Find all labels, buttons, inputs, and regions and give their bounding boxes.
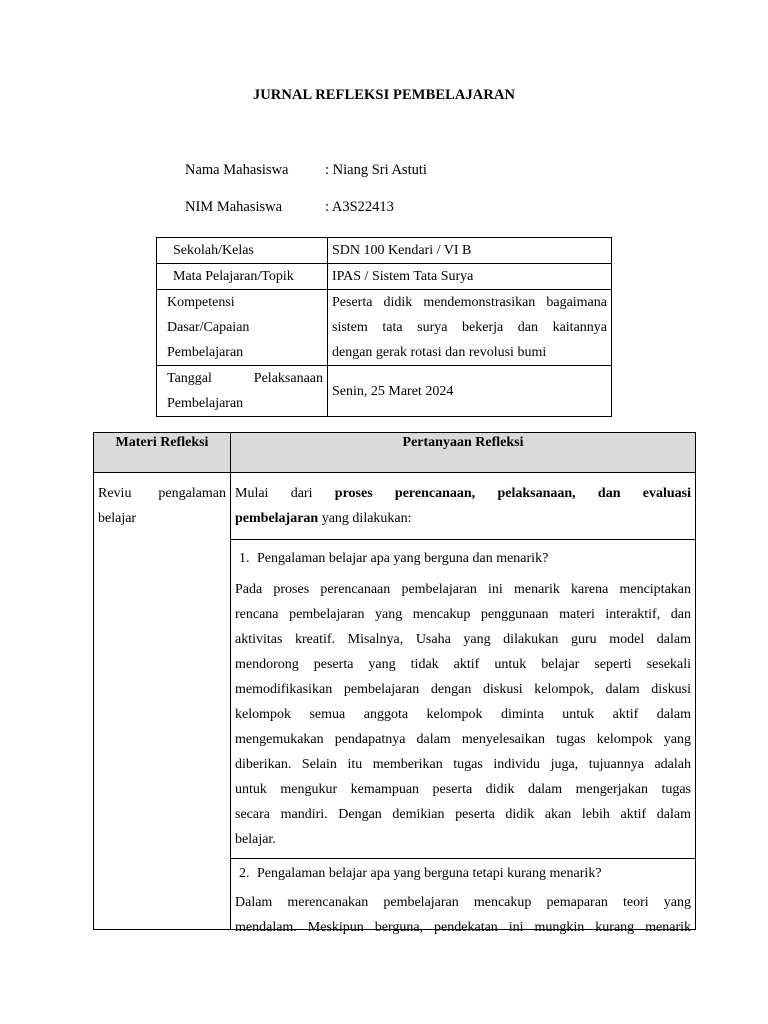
competency-value-line: dengan gerak rotasi dan revolusi bumi: [332, 345, 547, 360]
school-value: SDN 100 Kendari / VI B: [328, 238, 612, 264]
info-row-competency: [157, 290, 612, 366]
a1-line: belajar.: [235, 832, 276, 847]
competency-label-line: Kompetensi: [167, 295, 235, 310]
a2-line: mendalam. Meskipun berguna, pendekatan ini mungkin kurang menarik: [235, 920, 691, 935]
q1-heading: [235, 546, 691, 571]
competency-value-line: sistem tata surya bekerja dan kaitannya: [332, 320, 607, 335]
date-label-line: Tanggal Pelaksanaan: [167, 371, 323, 386]
pertanyaan-refleksi-header: Pertanyaan Refleksi: [231, 433, 696, 473]
q1-number: 1.: [239, 551, 250, 566]
q2-cell: [231, 859, 696, 935]
school-label: Sekolah/Kelas: [157, 238, 328, 264]
reflection-header-row: [94, 433, 696, 473]
a1-line: secara mandiri. Dengan demikian peserta didik akan lebih aktif dalam: [235, 807, 691, 822]
intro-bold2: pembelajaran: [235, 511, 319, 526]
intro-line: [235, 506, 691, 531]
date-label: [157, 366, 328, 417]
materi-refleksi-header: Materi Refleksi: [94, 433, 231, 473]
competency-value: [328, 290, 612, 366]
intro-line: [235, 481, 691, 506]
student-nim-value: : A3S22413: [325, 199, 394, 215]
student-name-value: : Niang Sri Astuti: [325, 162, 427, 178]
q1-text: Pengalaman belajar apa yang berguna dan menarik?: [257, 551, 549, 566]
student-name-label: Nama Mahasiswa: [185, 162, 289, 178]
student-nim-row: [185, 199, 394, 216]
date-label-line: Pembelajaran: [167, 396, 244, 411]
info-row-school: [157, 238, 612, 264]
q2-number: 2.: [239, 866, 250, 881]
date-value: Senin, 25 Maret 2024: [328, 366, 612, 417]
subject-value: IPAS / Sistem Tata Surya: [328, 264, 612, 290]
intro-part1: Mulai dari: [235, 486, 313, 501]
a2-line: Dalam merencanakan pembelajaran mencakup pemaparan teori yang: [235, 895, 691, 910]
info-row-subject: [157, 264, 612, 290]
intro-part2: yang dilakukan:: [321, 511, 412, 526]
a1-line: Pada proses perencanaan pembelajaran ini menarik karena menciptakan: [235, 582, 691, 597]
student-nim-label: NIM Mahasiswa: [185, 199, 283, 215]
a1-line: mengemukakan pendapatnya dalam menyelesaikan tugas kelompok yang: [235, 732, 691, 747]
a1-line: rencana pembelajaran yang mencakup penggunaan materi interaktif, dan: [235, 607, 691, 622]
subject-label: Mata Pelajaran/Topik: [157, 264, 328, 290]
info-row-date: [157, 366, 612, 417]
competency-label: [157, 290, 328, 366]
competency-label-line: Dasar/Capaian: [167, 320, 250, 335]
a2-paragraph: [235, 890, 691, 940]
a1-line: mendorong peserta yang tidak aktif untuk belajar seperti sesekali: [235, 657, 691, 672]
q2-heading: [235, 861, 691, 886]
a1-line: memodifikasikan pembelajaran dengan diskusi kelompok, dalam diskusi: [235, 682, 691, 697]
reflection-topic-line: belajar: [98, 511, 137, 526]
q2-text: Pengalaman belajar apa yang berguna tetapi kurang menarik?: [257, 866, 602, 881]
competency-label-line: Pembelajaran: [167, 345, 244, 360]
reflection-topic-cell: [94, 473, 231, 930]
competency-value-line: Peserta didik mendemonstrasikan bagaimana: [332, 295, 607, 310]
a1-paragraph: [235, 577, 691, 852]
info-table: [156, 237, 612, 417]
document-title: JURNAL REFLEKSI PEMBELAJARAN: [252, 87, 516, 103]
reflection-intro-row: [94, 473, 696, 540]
a1-line: untuk mengukur kemampuan peserta didik dalam mengerjakan tugas: [235, 782, 691, 797]
student-name-row: [185, 162, 427, 179]
intro-bold: proses perencanaan, pelaksanaan, dan evaluasi: [334, 486, 691, 501]
q1-cell: [231, 540, 696, 859]
a1-line: kelompok semua anggota kelompok diminta untuk aktif dalam: [235, 707, 691, 722]
a1-line: diberikan. Selain itu memberikan tugas individu juga, tujuannya adalah: [235, 757, 691, 772]
reflection-table: [93, 432, 696, 935]
a1-line: aktivitas kreatif. Misalnya, Usaha yang dilakukan guru model dalam: [235, 632, 691, 647]
reflection-topic-line: Reviu pengalaman: [98, 486, 226, 501]
reflection-intro-cell: [231, 473, 696, 540]
